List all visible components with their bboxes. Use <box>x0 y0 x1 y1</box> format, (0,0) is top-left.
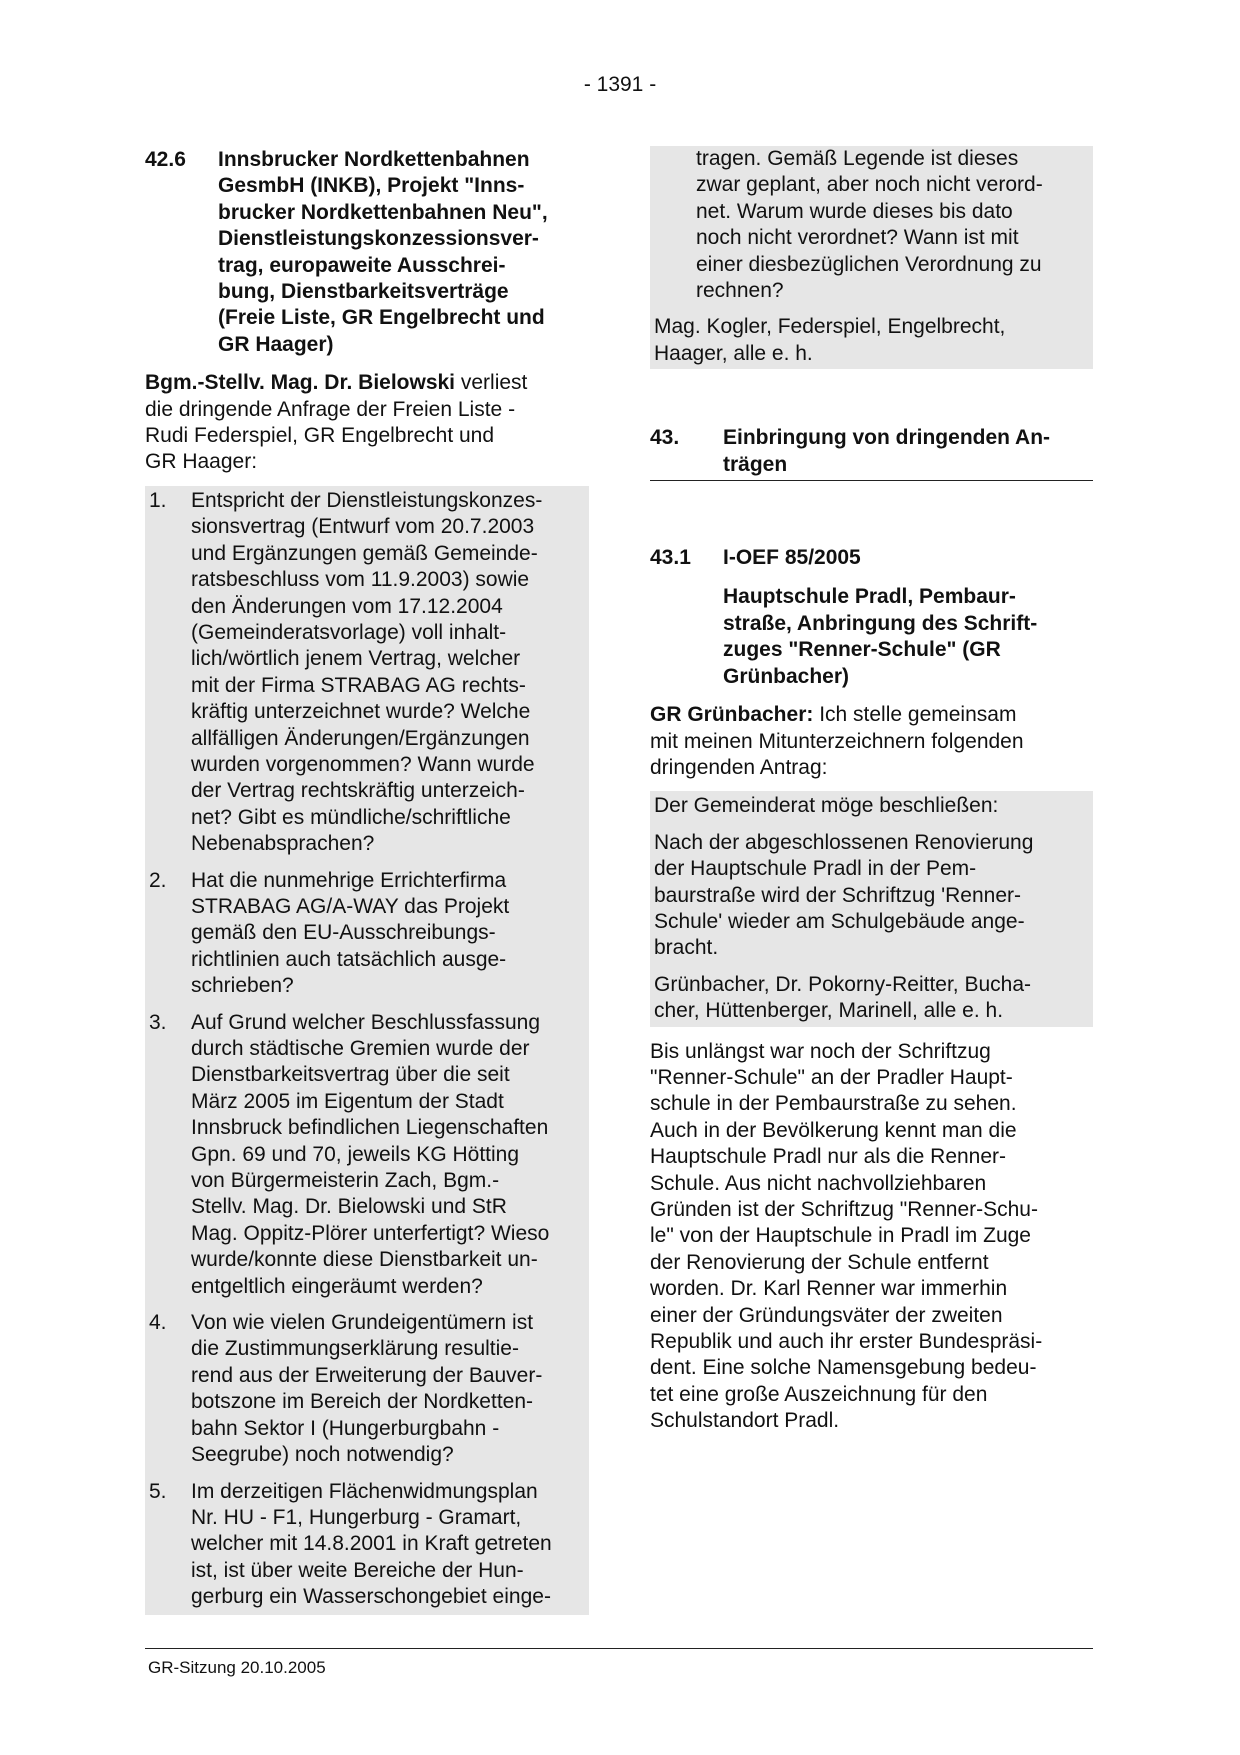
motion-intro: Der Gemeinderat möge beschließen: <box>654 794 999 818</box>
motion-line: Nach der abgeschlossenen Renovierung <box>654 830 1034 854</box>
question-item <box>149 1310 585 1468</box>
title-line: bung, Dienstbarkeitsverträge <box>218 280 509 304</box>
justification-line: Republik und auch ihr erster Bundespräsi- <box>650 1330 1043 1354</box>
question-text <box>191 868 585 1000</box>
justification-paragraph <box>650 1039 1093 1435</box>
question-item <box>149 868 585 1000</box>
question-item <box>149 488 585 858</box>
justification-line: Auch in der Bevölkerung kennt man die <box>650 1118 1017 1142</box>
question-line: die Zustimmungserklärung resultie- <box>191 1337 519 1361</box>
motion-box <box>650 791 1093 1026</box>
title-line: Innsbrucker Nordkettenbahnen <box>218 148 530 171</box>
question-text-continued <box>654 146 1089 304</box>
justification-line: dent. Eine solche Namensgebung bedeu- <box>650 1356 1037 1380</box>
question-item <box>149 1010 585 1300</box>
section-43-heading <box>650 425 1093 481</box>
left-column <box>145 147 585 1615</box>
question-text <box>191 1479 585 1611</box>
footer-text: GR-Sitzung 20.10.2005 <box>148 1658 326 1677</box>
question-line: mit der Firma STRABAG AG rechts- <box>191 673 526 697</box>
motion-line: der Hauptschule Pradl in der Pem- <box>654 857 977 881</box>
section-43-1-title <box>650 584 1093 690</box>
question-text <box>191 1310 585 1468</box>
justification-line: schule in der Pembaurstraße zu sehen. <box>650 1092 1017 1116</box>
question-line: richtlinien auch tatsächlich ausge- <box>191 947 507 971</box>
justification-line: Schulstandort Pradl. <box>650 1409 840 1433</box>
justification-line: le" von der Hauptschule in Pradl im Zuge <box>650 1224 1031 1248</box>
intro-paragraph <box>145 370 585 476</box>
question-line: net? Gibt es mündliche/schriftliche <box>191 805 511 829</box>
question-line: noch nicht verordnet? Wann ist mit <box>696 226 1019 250</box>
justification-line: der Renovierung der Schule entfernt <box>650 1250 989 1274</box>
motion-line: bracht. <box>654 936 719 960</box>
motion-text <box>654 830 1089 962</box>
question-line: botszone im Bereich der Nordketten- <box>191 1390 533 1414</box>
question-line: wurden vorgenommen? Wann wurde <box>191 752 535 776</box>
question-line: einer diesbezüglichen Verordnung zu <box>696 252 1042 276</box>
justification-line: Hauptschule Pradl nur als die Renner- <box>650 1145 1007 1169</box>
intro-line: mit meinen Mitunterzeichnern folgenden <box>650 729 1024 753</box>
title-line: GesmbH (INKB), Projekt "Inns- <box>218 174 525 198</box>
intro-line: dringenden Antrag: <box>650 755 828 779</box>
motion-signatories <box>654 972 1089 1025</box>
question-line: entgeltlich eingeräumt werden? <box>191 1274 483 1298</box>
question-text <box>191 1010 585 1300</box>
section-number: 43. <box>650 426 680 450</box>
question-text <box>191 488 585 858</box>
question-line: Gpn. 69 und 70, jeweils KG Hötting <box>191 1142 520 1166</box>
question-line: tragen. Gemäß Legende ist dieses <box>696 147 1019 170</box>
title-line: GR Haager) <box>218 332 334 356</box>
question-number: 5. <box>149 1479 167 1503</box>
question-line: Nebenabsprachen? <box>191 832 375 856</box>
question-number: 1. <box>149 488 167 512</box>
motion-intro-paragraph <box>650 702 1093 781</box>
question-line: den Änderungen vom 17.12.2004 <box>191 594 503 618</box>
title-line: Grünbacher) <box>723 664 850 688</box>
justification-line: tet eine große Auszeichnung für den <box>650 1382 988 1406</box>
question-line: (Gemeinderatsvorlage) voll inhalt- <box>191 620 507 644</box>
question-line: und Ergänzungen gemäß Gemeinde- <box>191 541 538 565</box>
question-line: Entspricht der Dienstleistungskonzes- <box>191 488 543 512</box>
intro-line: die dringende Anfrage der Freien Liste - <box>145 397 516 421</box>
motion-line: Schule' wieder am Schulgebäude ange- <box>654 909 1025 933</box>
question-line: Auf Grund welcher Beschlussfassung <box>191 1010 541 1034</box>
right-column <box>650 146 1093 1435</box>
justification-line: einer der Gründungsväter der zweiten <box>650 1303 1003 1327</box>
question-line: allfälligen Änderungen/Ergänzungen <box>191 726 530 750</box>
footer-divider <box>145 1648 1093 1649</box>
intro-line: verliest <box>455 371 528 395</box>
title-line: trag, europaweite Ausschrei- <box>218 253 506 277</box>
speaker-name: GR Grünbacher: <box>650 703 814 727</box>
question-line: Im derzeitigen Flächenwidmungsplan <box>191 1479 538 1503</box>
question-line: März 2005 im Eigentum der Stadt <box>191 1089 504 1113</box>
section-title <box>723 584 1093 690</box>
question-line: Nr. HU - F1, Hungerburg - Gramart, <box>191 1505 522 1529</box>
question-line: welcher mit 14.8.2001 in Kraft getreten <box>191 1532 552 1556</box>
question-number: 2. <box>149 868 167 892</box>
section-43-1-heading <box>650 545 1093 571</box>
justification-line: worden. Dr. Karl Renner war immerhin <box>650 1277 1008 1301</box>
motion-code: I-OEF 85/2005 <box>723 546 861 570</box>
title-line: (Freie Liste, GR Engelbrecht und <box>218 306 545 330</box>
section-title <box>218 147 585 358</box>
section-number: 42.6 <box>145 148 186 171</box>
question-line: Hat die nunmehrige Errichterfirma <box>191 868 507 892</box>
question-line: durch städtische Gremien wurde der <box>191 1037 530 1060</box>
question-5-continued <box>650 146 1093 369</box>
justification-line: Bis unlängst war noch der Schriftzug <box>650 1039 991 1063</box>
section-title <box>723 425 1093 478</box>
title-line: brucker Nordkettenbahnen Neu", <box>218 200 548 224</box>
section-42-6-heading <box>145 147 585 358</box>
intro-line: Ich stelle gemeinsam <box>813 703 1017 727</box>
signatories-line: cher, Hüttenberger, Marinell, alle e. h. <box>654 999 1004 1023</box>
question-line: sionsvertrag (Entwurf vom 20.7.2003 <box>191 515 535 539</box>
question-line: Innsbruck befindlichen Liegenschaften <box>191 1116 549 1140</box>
title-line: Einbringung von dringenden An- <box>723 426 1051 450</box>
signatories-line: Grünbacher, Dr. Pokorny-Reitter, Bucha- <box>654 972 1032 996</box>
question-item <box>149 1479 585 1611</box>
question-line: wurde/konnte diese Dienstbarkeit un- <box>191 1248 538 1272</box>
intro-line: Rudi Federspiel, GR Engelbrecht und <box>145 424 495 448</box>
question-line: zwar geplant, aber noch nicht verord- <box>696 173 1043 197</box>
question-line: Dienstbarkeitsvertrag über die seit <box>191 1063 510 1087</box>
motion-line: baurstraße wird der Schriftzug 'Renner- <box>654 883 1021 907</box>
question-line: lich/wörtlich jenem Vertrag, welcher <box>191 647 521 671</box>
title-line: Dienstleistungskonzessionsver- <box>218 227 539 251</box>
question-line: Mag. Oppitz-Plörer unterfertigt? Wieso <box>191 1221 550 1245</box>
title-line: trägen <box>723 452 788 476</box>
question-line: net. Warum wurde dieses bis dato <box>696 199 1013 223</box>
question-line: gemäß den EU-Ausschreibungs- <box>191 921 496 945</box>
question-line: STRABAG AG/A-WAY das Projekt <box>191 894 510 918</box>
title-line: zuges "Renner-Schule" (GR <box>723 638 1001 662</box>
question-line: rend aus der Erweiterung der Bauver- <box>191 1363 543 1387</box>
page-number: - 1391 - <box>583 73 657 96</box>
question-line: kräftig unterzeichnet wurde? Welche <box>191 700 531 724</box>
question-line: von Bürgermeisterin Zach, Bgm.- <box>191 1169 500 1193</box>
signatories-line: Haager, alle e. h. <box>654 341 813 365</box>
section-number: 43.1 <box>650 546 691 570</box>
question-list <box>145 486 589 1615</box>
question-line: ist, ist über weite Bereiche der Hun- <box>191 1558 524 1582</box>
justification-line: Schule. Aus nicht nachvollziehbaren <box>650 1171 987 1195</box>
question-number: 4. <box>149 1311 167 1335</box>
justification-line: "Renner-Schule" an der Pradler Haupt- <box>650 1065 1013 1089</box>
speaker-name: Bgm.-Stellv. Mag. Dr. Bielowski <box>145 371 456 395</box>
question-line: ratsbeschluss vom 11.9.2003) sowie <box>191 568 530 592</box>
question-line: Von wie vielen Grundeigentümern ist <box>191 1311 534 1335</box>
question-line: rechnen? <box>696 279 784 303</box>
justification-line: Gründen ist der Schriftzug "Renner-Schu- <box>650 1198 1038 1221</box>
question-line: Stellv. Mag. Dr. Bielowski und StR <box>191 1195 507 1219</box>
question-line: Seegrube) noch notwendig? <box>191 1443 454 1467</box>
title-line: Hauptschule Pradl, Pembaur- <box>723 585 1016 609</box>
intro-line: GR Haager: <box>145 450 258 474</box>
title-line: straße, Anbringung des Schrift- <box>723 611 1038 635</box>
question-line: bahn Sektor I (Hungerburgbahn - <box>191 1416 500 1440</box>
question-number: 3. <box>149 1010 167 1034</box>
question-line: schrieben? <box>191 974 294 998</box>
question-line: gerburg ein Wasserschongebiet einge- <box>191 1585 551 1609</box>
signatories <box>654 314 1089 367</box>
signatories-line: Mag. Kogler, Federspiel, Engelbrecht, <box>654 315 1006 339</box>
question-line: der Vertrag rechtskräftig unterzeich- <box>191 779 525 803</box>
